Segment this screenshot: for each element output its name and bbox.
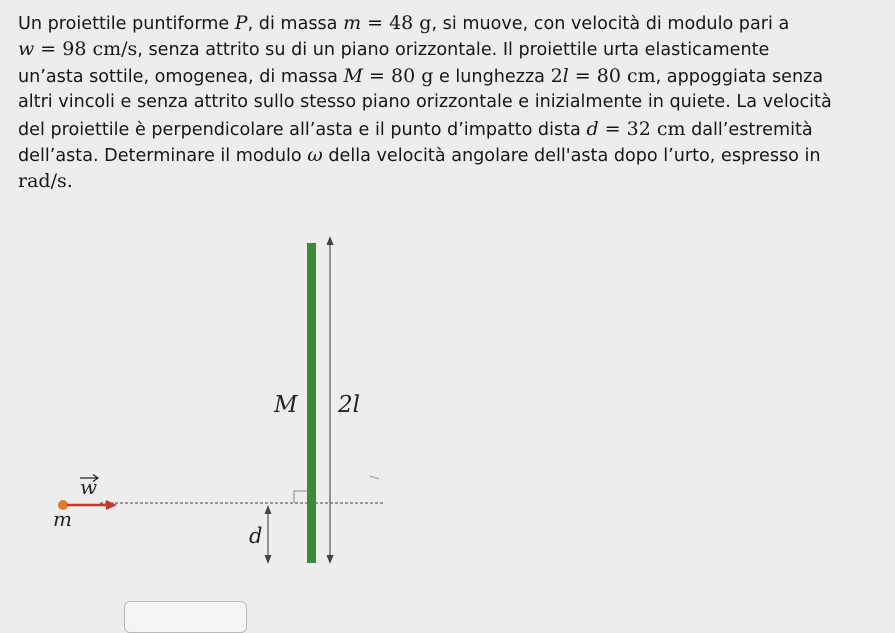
label-2l: 2l — [338, 392, 360, 418]
problem-line-4: altri vincoli e senza attrito sullo stesso piano orizzontale e inizialmente in quiete. La velocità — [18, 92, 832, 113]
d-arrow-head-bottom — [265, 555, 272, 564]
problem-line-6: dell’asta. Determinare il modulo ω della velocità angolare dell'asta dopo l’urto, espresso in — [18, 143, 821, 166]
d-arrow-head-top — [265, 505, 272, 514]
length-arrow-head-bottom — [327, 555, 334, 564]
rod — [307, 243, 316, 563]
problem-line-7: rad/s. — [18, 170, 73, 193]
problem-line-3: un’asta sottile, omogenea, di massa M = 80 g e lunghezza 2l = 80 cm, appoggiata senza — [18, 64, 824, 87]
problem-line-5: del proiettile è perpendicolare all’asta e il punto d’impatto dista d = 32 cm dall’estremità — [18, 117, 813, 140]
problem-line-2: w = 98 cm/s, senza attrito su di un piano orizzontale. Il proiettile urta elasticamente — [18, 38, 770, 61]
label-m: m — [53, 507, 72, 531]
length-arrow-head-top — [327, 236, 334, 245]
velocity-arrow-head — [106, 500, 117, 510]
answer-input[interactable] — [124, 601, 247, 633]
faint-mark — [370, 476, 379, 479]
problem-line-1: Un proiettile puntiforme P, di massa m = 48 g, si muove, con velocità di modulo pari a — [18, 12, 790, 34]
label-M: M — [274, 392, 298, 418]
right-angle-marker — [294, 491, 307, 503]
label-d: d — [249, 524, 263, 548]
label-w: w — [80, 475, 98, 499]
